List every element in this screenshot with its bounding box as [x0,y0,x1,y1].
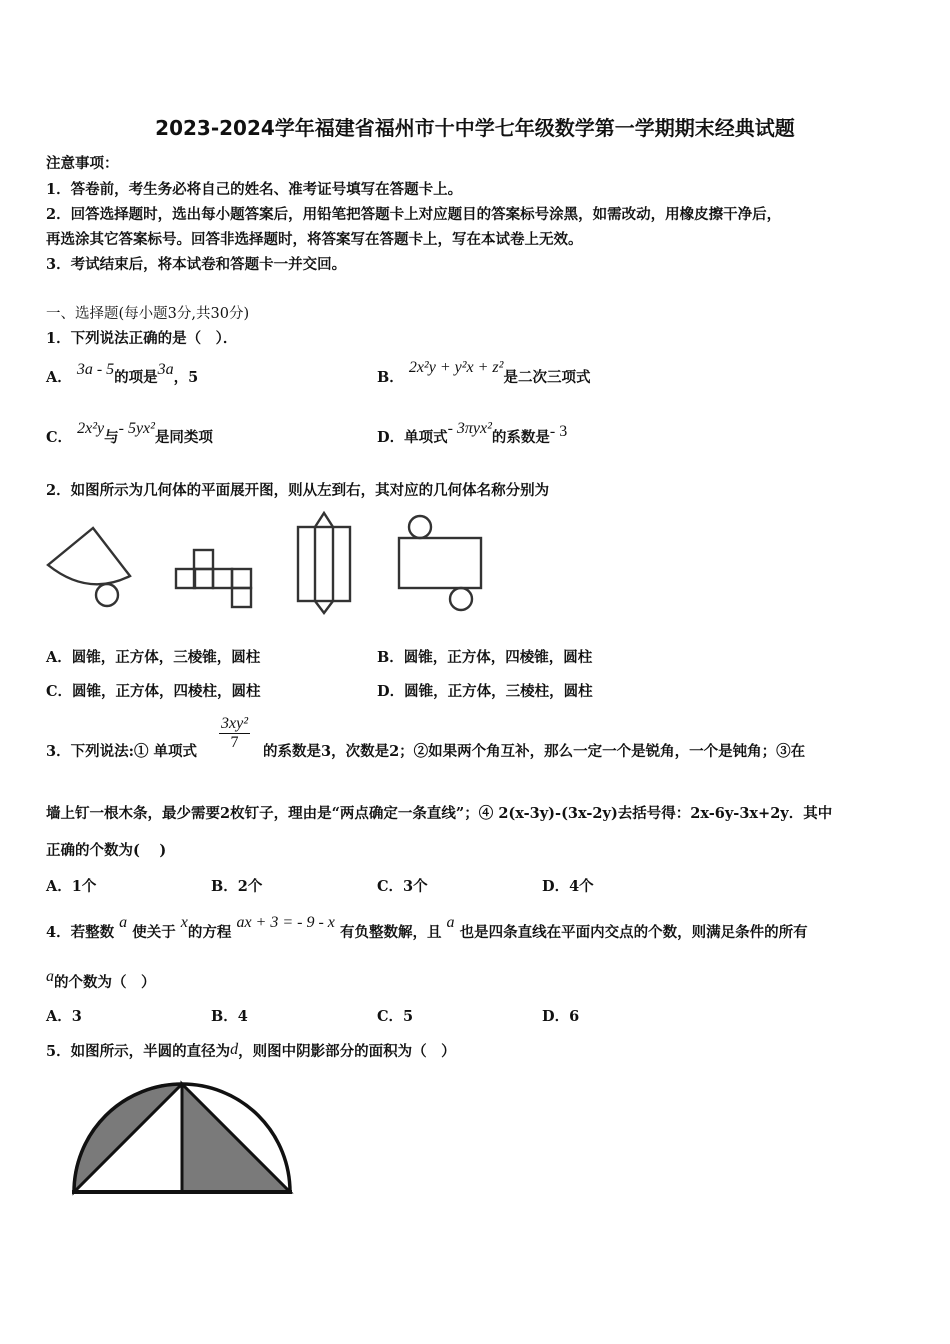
q2-option-c: C．圆锥，正方体，四棱柱，圆柱 [46,683,261,700]
q1-option-a: A． 3a - 5的项是3a，5 [46,361,199,386]
q3-option-b: B．2个 [211,878,263,895]
q3-line3: 正确的个数为( ) [46,842,167,859]
cone-net-sector [48,528,130,584]
section-heading: 一、选择题(每小题3分,共30分) [46,306,250,322]
q5-stem: 5．如图所示，半圆的直径为d，则图中阴影部分的面积为（ ） [46,1041,456,1060]
q4-option-a: A．3 [46,1008,82,1025]
page-title: 2023-2024学年福建省福州市十中学七年级数学第一学期期末经典试题 [155,116,795,140]
q1-option-d: D．单项式- 3πyx²的系数是- 3 [377,420,568,446]
q2-option-d: D．圆锥，正方体，三棱柱，圆柱 [377,683,593,700]
q3-line2: 墙上钉一根木条，最少需要2枚钉子，理由是“两点确定一条直线”；④ 2(x-3y)-(3x-2y)去括号得：2x-6y-3x+2y．其中 [46,805,833,822]
q1-stem: 1．下列说法正确的是（ ）． [46,330,238,347]
q3-line1-part2: 的系数是3，次数是2；②如果两个角互补，那么一定一个是锐角，一个是钝角；③在 [263,743,806,760]
q3-option-a: A．1个 [46,878,97,895]
q3-option-c: C．3个 [377,878,428,895]
net-figures [0,505,950,615]
notice-heading: 注意事项： [46,155,119,172]
cone-net-circle [96,584,118,606]
prism-net [298,513,350,613]
notice-item: 1．答卷前，考生务必将自己的姓名、准考证号填写在答题卡上。 [46,181,463,198]
q3-fraction: $\frac{\text{3xy²}}{7}$ [221,715,248,751]
q3-line1-part1: 3．下列说法:① 单项式 [46,743,197,760]
cube-net [176,550,251,607]
notice-item: 3．考试结束后，将本试卷和答题卡一并交回。 [46,256,347,273]
q1-option-b: B． 2x²y + y²x + z²是二次三项式 [377,359,591,386]
q2-option-b: B．圆锥，正方体，四棱锥，圆柱 [377,649,593,666]
q4-option-c: C．5 [377,1008,414,1025]
q4-option-b: B．4 [211,1008,248,1025]
q2-stem: 2．如图所示为几何体的平面展开图，则从左到右，其对应的几何体名称分别为 [46,482,550,499]
notice-item: 2．回答选择题时，选出每小题答案后，用铅笔把答题卡上对应题目的答案标号涂黑，如需改动，用橡皮擦干净后， [46,206,782,223]
q3-option-d: D．4个 [542,878,594,895]
q1-option-c: C． 2x²y与- 5yx²是同类项 [46,420,213,446]
q4-line1: 4．若整数 a 使关于 x的方程 ax + 3 = - 9 - x 有负整数解，且 a 也是四条直线在平面内交点的个数，则满足条件的所有 [46,914,808,941]
semicircle-figure [60,1070,310,1210]
q2-option-a: A．圆锥，正方体，三棱锥，圆柱 [46,649,261,666]
q4-line2: a的个数为（ ） [46,968,156,991]
notice-item: 再选涂其它答案标号。回答非选择题时，将答案写在答题卡上，写在本试卷上无效。 [46,231,583,248]
cylinder-net [399,516,481,610]
q4-option-d: D．6 [542,1008,580,1025]
